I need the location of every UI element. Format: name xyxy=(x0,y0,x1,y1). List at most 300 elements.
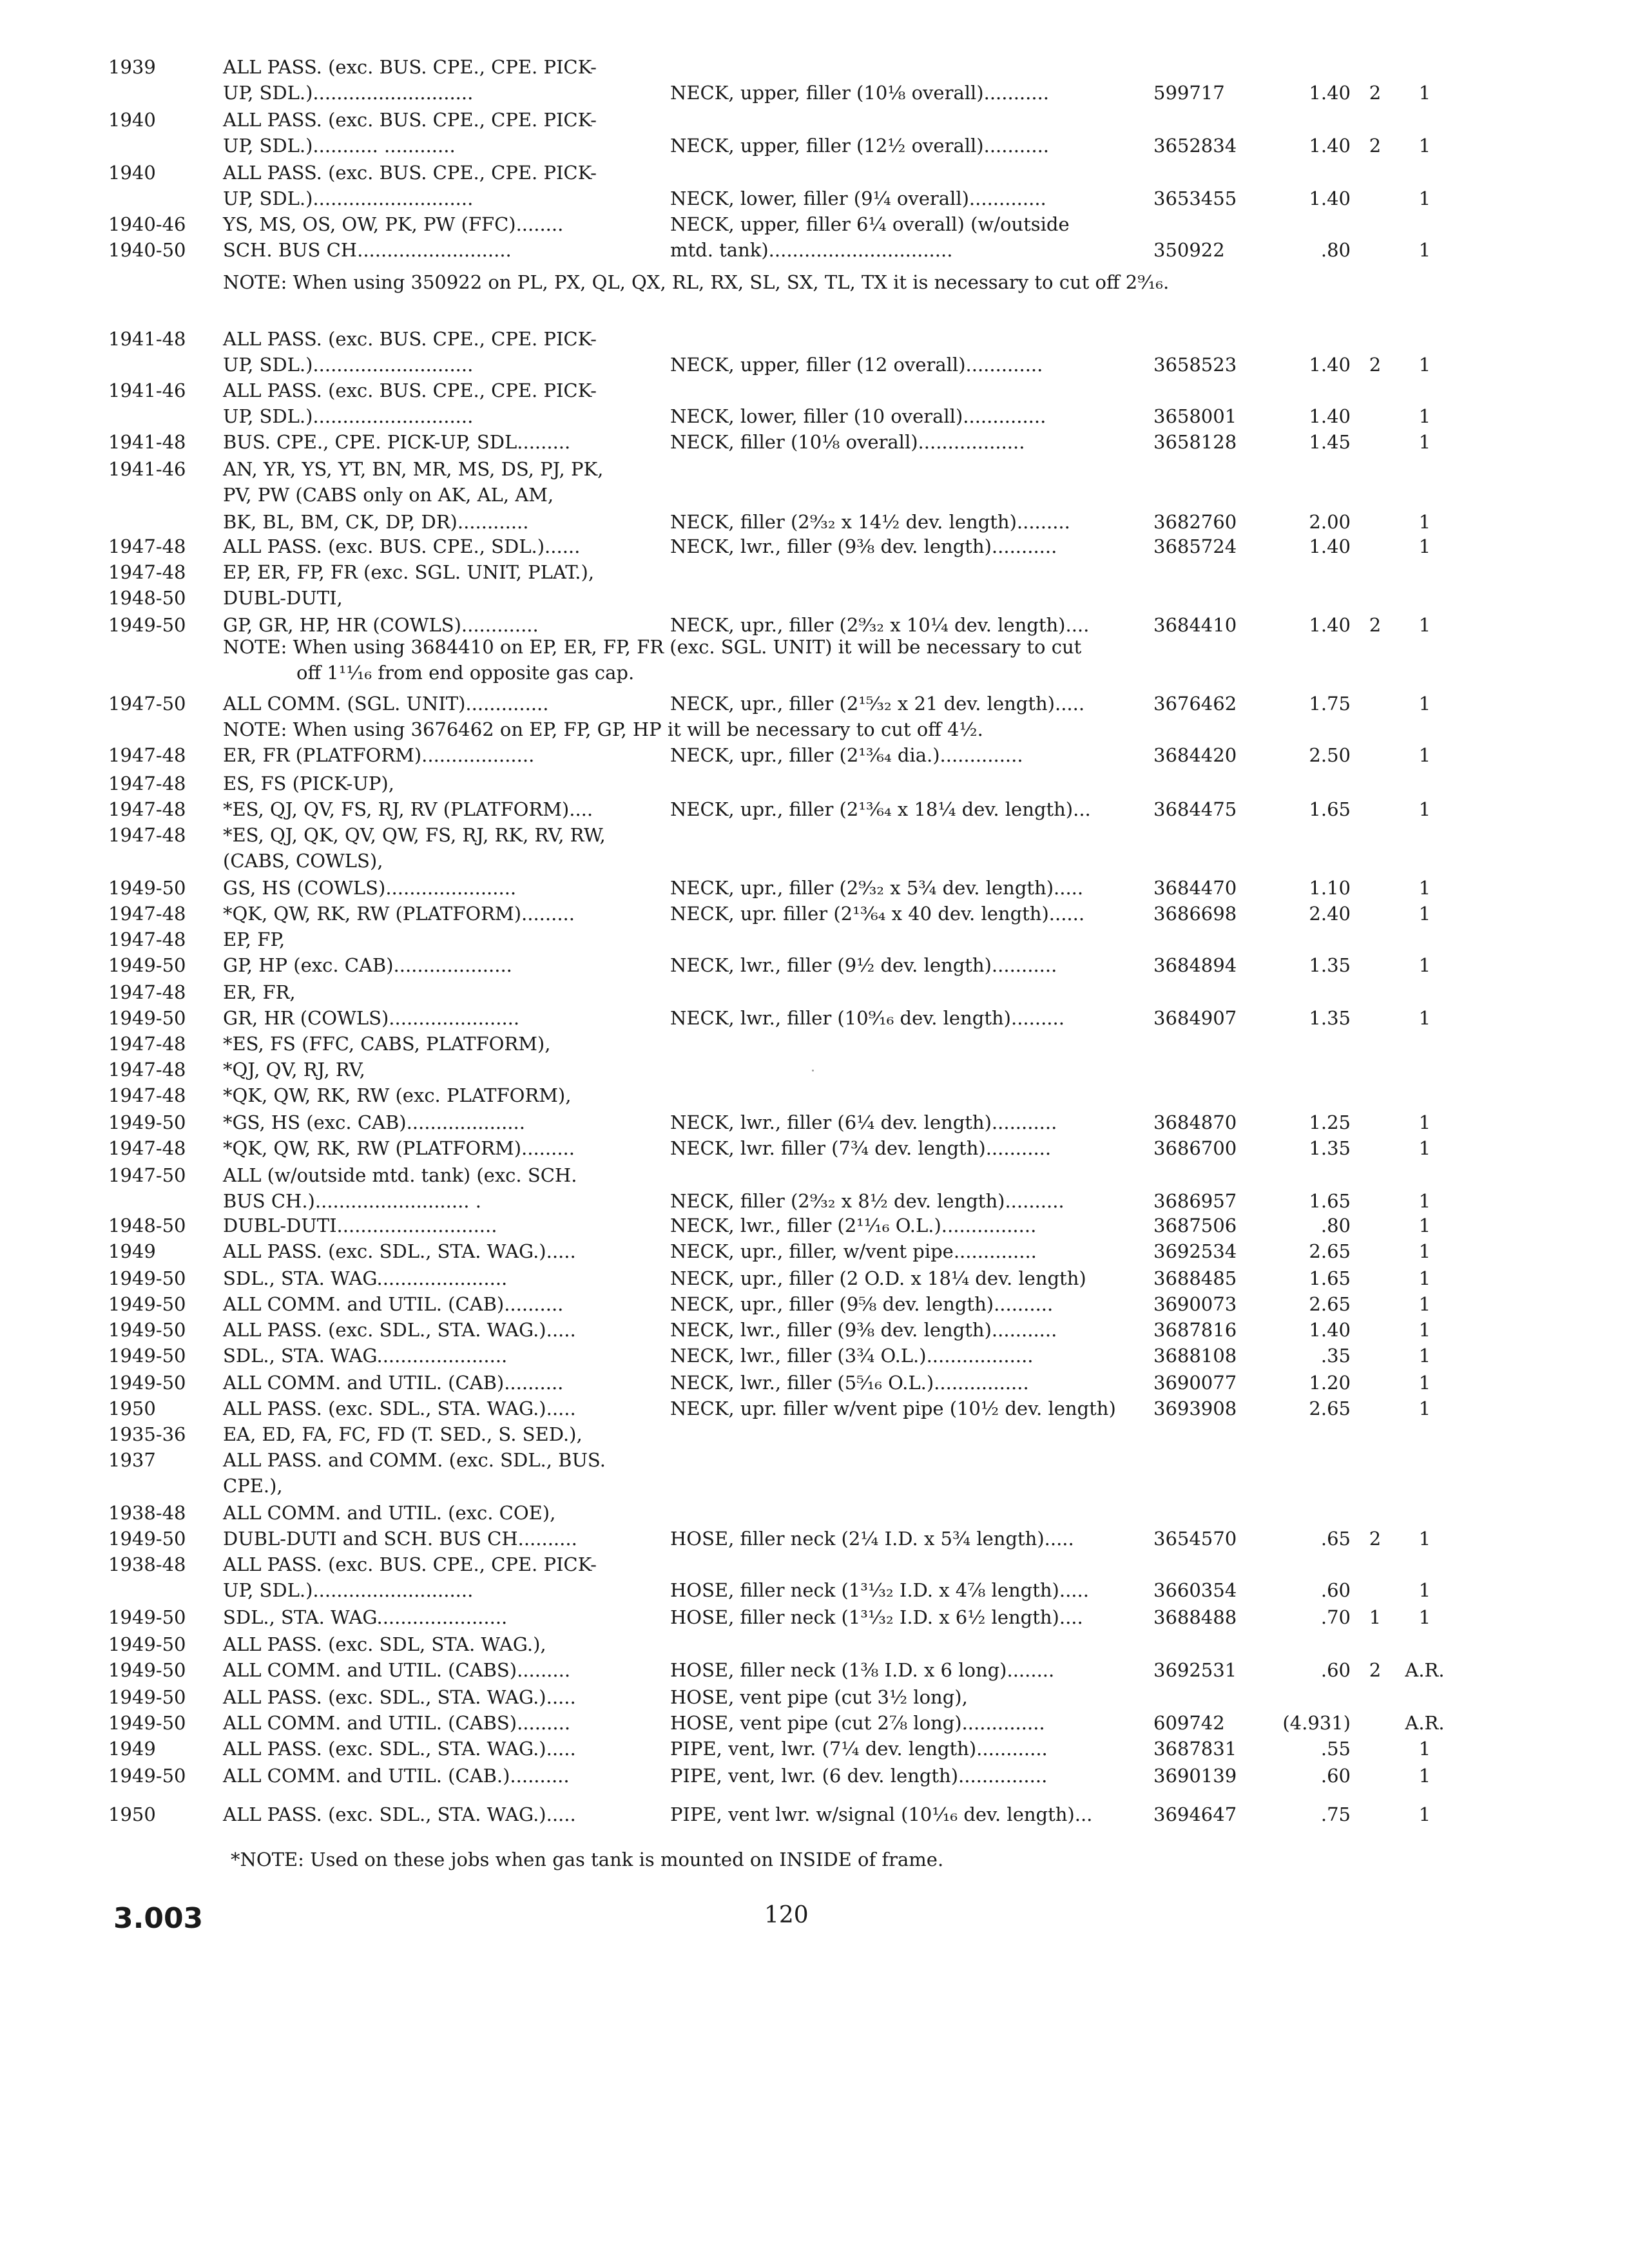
description-cell: PIPE, vent, lwr. (6 dev. length)............... xyxy=(670,1765,1048,1787)
model-cell: GS, HS (COWLS)...................... xyxy=(223,877,517,899)
part-number-cell: 3690077 xyxy=(1153,1372,1237,1394)
parts-row xyxy=(0,1576,1629,1604)
quantity-required-cell: 1 xyxy=(1418,431,1431,453)
model-cell: ALL PASS. (exc. SDL., STA. WAG.)..... xyxy=(223,1738,576,1760)
price-cell: 1.40 xyxy=(1309,135,1351,157)
description-cell: NECK, lwr., filler (6¼ dev. length)........... xyxy=(670,1111,1057,1133)
model-cell: *QK, QW, RK, RW (exc. PLATFORM), xyxy=(223,1084,572,1106)
price-cell: .60 xyxy=(1320,1659,1351,1681)
quantity-required-cell: 1 xyxy=(1418,1111,1431,1133)
description-cell: HOSE, filler neck (2¼ I.D. x 5¾ length)..... xyxy=(670,1528,1074,1550)
year-cell: 1949-50 xyxy=(108,1712,186,1734)
year-cell: 1940-50 xyxy=(108,239,186,261)
year-cell: 1949-50 xyxy=(108,1686,186,1708)
price-cell: 1.20 xyxy=(1309,1372,1351,1394)
year-cell: 1947-48 xyxy=(108,773,186,794)
description-cell: NECK, upr., filler (2⁹⁄₃₂ x 5¾ dev. length)..... xyxy=(670,877,1084,899)
model-cell: ALL COMM. and UTIL. (CABS)......... xyxy=(223,1659,571,1681)
description-cell: NECK, filler (2⁹⁄₃₂ x 14½ dev. length)......... xyxy=(670,511,1070,533)
parts-row xyxy=(0,1211,1629,1240)
description-cell: NECK, upr., filler, w/vent pipe.............. xyxy=(670,1240,1037,1262)
year-cell: 1940-46 xyxy=(108,213,186,235)
quantity-required-cell: 1 xyxy=(1418,1345,1431,1367)
quantity-required-cell: 1 xyxy=(1418,1398,1431,1419)
year-cell: 1947-48 xyxy=(108,928,186,950)
part-number-cell: 599717 xyxy=(1153,82,1225,104)
model-cell: SDL., STA. WAG...................... xyxy=(223,1345,508,1367)
model-cell: ALL PASS. (exc. BUS. CPE., CPE. PICK- xyxy=(223,328,597,350)
page-number: 120 xyxy=(764,1902,809,1928)
quantity-required-cell: 1 xyxy=(1418,1765,1431,1787)
year-cell: 1949-50 xyxy=(108,1007,186,1029)
quantity-per-vehicle-cell: 2 xyxy=(1369,1659,1382,1681)
year-cell: 1947-48 xyxy=(108,1033,186,1055)
year-cell: 1949-50 xyxy=(108,1633,186,1655)
description-cell: HOSE, vent pipe (cut 3½ long), xyxy=(670,1686,968,1708)
model-cell: ALL COMM. (SGL. UNIT).............. xyxy=(223,693,549,715)
part-number-cell: 3684894 xyxy=(1153,954,1237,976)
model-cell: ALL PASS. (exc. SDL., STA. WAG.)..... xyxy=(223,1319,576,1341)
price-cell: 1.65 xyxy=(1309,798,1351,820)
parts-row xyxy=(0,1161,1629,1189)
year-cell: 1935-36 xyxy=(108,1423,186,1445)
price-cell: 1.25 xyxy=(1309,1111,1351,1133)
part-number-cell: 3660354 xyxy=(1153,1579,1237,1601)
note-3684410-line1: NOTE: When using 3684410 on EP, ER, FP, FR (exc. SGL. UNIT) it will be necessary to cut xyxy=(223,636,1082,658)
year-cell: 1938-48 xyxy=(108,1502,186,1524)
year-cell: 1949-50 xyxy=(108,1528,186,1550)
model-cell: ER, FR, xyxy=(223,981,296,1003)
price-cell: 1.40 xyxy=(1309,187,1351,209)
model-cell: UP, SDL.)........................... xyxy=(223,187,474,209)
year-cell: 1948-50 xyxy=(108,587,186,609)
quantity-required-cell: 1 xyxy=(1418,744,1431,766)
description-cell: NECK, upr., filler (2¹³⁄₆₄ x 18¼ dev. length)... xyxy=(670,798,1091,820)
part-number-cell: 3687831 xyxy=(1153,1738,1237,1760)
price-cell: 2.50 xyxy=(1309,744,1351,766)
model-cell: ALL PASS. (exc. SDL, STA. WAG.), xyxy=(223,1633,546,1655)
parts-row xyxy=(0,1030,1629,1058)
scan-speck xyxy=(812,1070,814,1072)
parts-row xyxy=(0,821,1629,849)
year-cell: 1948-50 xyxy=(108,1215,186,1236)
year-cell: 1941-46 xyxy=(108,380,186,401)
part-number-cell: 3684470 xyxy=(1153,877,1237,899)
model-cell: UP, SDL.)........... ............ xyxy=(223,135,456,157)
quantity-required-cell: 1 xyxy=(1418,354,1431,376)
quantity-required-cell: 1 xyxy=(1418,1215,1431,1236)
parts-row xyxy=(0,1420,1629,1448)
model-cell: *ES, QJ, QK, QV, QW, FS, RJ, RK, RV, RW, xyxy=(223,824,606,846)
price-cell: 1.65 xyxy=(1309,1190,1351,1212)
part-number-cell: 3654570 xyxy=(1153,1528,1237,1550)
year-cell: 1949-50 xyxy=(108,1372,186,1394)
model-cell: *QK, QW, RK, RW (PLATFORM)......... xyxy=(223,1137,575,1159)
parts-row xyxy=(0,1316,1629,1344)
parts-row xyxy=(0,210,1629,238)
model-cell: ALL COMM. and UTIL. (CAB.).......... xyxy=(223,1765,570,1787)
model-cell: ES, FS (PICK-UP), xyxy=(223,773,394,794)
model-cell: *QJ, QV, RJ, RV, xyxy=(223,1059,365,1081)
note-3684410-line2: off 1¹¹⁄₁₆ from end opposite gas cap. xyxy=(296,662,635,684)
model-cell: *ES, FS (FFC, CABS, PLATFORM), xyxy=(223,1033,551,1055)
parts-row xyxy=(0,1709,1629,1737)
price-cell: 1.40 xyxy=(1309,535,1351,557)
parts-row xyxy=(0,1762,1629,1790)
part-number-cell: 609742 xyxy=(1153,1712,1225,1734)
part-number-cell: 3690073 xyxy=(1153,1293,1237,1315)
model-cell: ALL PASS. (exc. BUS. CPE., CPE. PICK- xyxy=(223,162,597,184)
quantity-required-cell: 1 xyxy=(1418,903,1431,925)
quantity-required-cell: 1 xyxy=(1418,1293,1431,1315)
model-cell: ALL PASS. (exc. SDL., STA. WAG.)..... xyxy=(223,1240,576,1262)
parts-row xyxy=(0,1264,1629,1293)
part-number-cell: 3684907 xyxy=(1153,1007,1237,1029)
model-cell: ALL PASS. (exc. SDL., STA. WAG.)..... xyxy=(223,1803,576,1825)
quantity-required-cell: 1 xyxy=(1418,1528,1431,1550)
year-cell: 1947-50 xyxy=(108,693,186,715)
year-cell: 1947-48 xyxy=(108,824,186,846)
parts-row xyxy=(0,131,1629,160)
price-cell: .80 xyxy=(1320,239,1351,261)
description-cell: NECK, lwr., filler (9⅜ dev. length)........... xyxy=(670,1319,1057,1341)
model-cell: ALL PASS. (exc. BUS. CPE., CPE. PICK- xyxy=(223,109,597,131)
model-cell: PV, PW (CABS only on AK, AL, AM, xyxy=(223,484,554,506)
price-cell: 2.00 xyxy=(1309,511,1351,533)
quantity-required-cell: 1 xyxy=(1418,1606,1431,1628)
part-number-cell: 3676462 xyxy=(1153,693,1237,715)
parts-row xyxy=(0,1735,1629,1763)
parts-row xyxy=(0,402,1629,430)
year-cell: 1947-48 xyxy=(108,1137,186,1159)
parts-row xyxy=(0,689,1629,718)
model-cell: DUBL-DUTI and SCH. BUS CH.......... xyxy=(223,1528,577,1550)
year-cell: 1947-48 xyxy=(108,981,186,1003)
description-cell: NECK, upper, filler (10⅛ overall)........... xyxy=(670,82,1050,104)
description-cell: NECK, lwr., filler (9⅜ dev. length)........... xyxy=(670,535,1057,557)
parts-row xyxy=(0,1081,1629,1110)
parts-row xyxy=(0,899,1629,928)
quantity-required-cell: 1 xyxy=(1418,135,1431,157)
year-cell: 1949-50 xyxy=(108,1111,186,1133)
model-cell: SCH. BUS CH.......................... xyxy=(223,239,512,261)
description-cell: NECK, upr., filler (2 O.D. x 18¼ dev. length) xyxy=(670,1267,1086,1289)
part-number-cell: 3652834 xyxy=(1153,135,1237,157)
model-cell: SDL., STA. WAG...................... xyxy=(223,1606,508,1628)
model-cell: ALL PASS. (exc. BUS. CPE., CPE. PICK- xyxy=(223,380,597,401)
parts-row xyxy=(0,1499,1629,1527)
parts-row xyxy=(0,1800,1629,1829)
model-cell: ALL COMM. and UTIL. (CAB).......... xyxy=(223,1293,564,1315)
parts-row xyxy=(0,847,1629,875)
quantity-required-cell: A.R. xyxy=(1405,1659,1445,1681)
parts-row xyxy=(0,159,1629,187)
quantity-required-cell: 1 xyxy=(1418,798,1431,820)
quantity-per-vehicle-cell: 2 xyxy=(1369,614,1382,636)
price-cell: .60 xyxy=(1320,1765,1351,1787)
part-number-cell: 3658523 xyxy=(1153,354,1237,376)
quantity-required-cell: 1 xyxy=(1418,511,1431,533)
quantity-required-cell: 1 xyxy=(1418,1579,1431,1601)
price-cell: 1.40 xyxy=(1309,614,1351,636)
model-cell: ALL COMM. and UTIL. (CABS)......... xyxy=(223,1712,571,1734)
year-cell: 1949-50 xyxy=(108,1319,186,1341)
price-cell: .65 xyxy=(1320,1528,1351,1550)
parts-row xyxy=(0,1524,1629,1553)
model-cell: ALL PASS. (exc. SDL., STA. WAG.)..... xyxy=(223,1398,576,1419)
price-cell: .35 xyxy=(1320,1345,1351,1367)
quantity-required-cell: 1 xyxy=(1418,1240,1431,1262)
quantity-required-cell: 1 xyxy=(1418,614,1431,636)
part-number-cell: 3658128 xyxy=(1153,431,1237,453)
note-inside-frame: *NOTE: Used on these jobs when gas tank is mounted on INSIDE of frame. xyxy=(231,1849,944,1870)
year-cell: 1947-48 xyxy=(108,798,186,820)
price-cell: .70 xyxy=(1320,1606,1351,1628)
model-cell: ALL (w/outside mtd. tank) (exc. SCH. xyxy=(223,1164,577,1186)
model-cell: ALL PASS. (exc. SDL., STA. WAG.)..... xyxy=(223,1686,576,1708)
parts-row xyxy=(0,376,1629,405)
model-cell: GP, GR, HP, HR (COWLS)............. xyxy=(223,614,539,636)
description-cell: NECK, upr., filler (2¹⁵⁄₃₂ x 21 dev. length)..... xyxy=(670,693,1085,715)
year-cell: 1947-48 xyxy=(108,535,186,557)
parts-row xyxy=(0,325,1629,353)
model-cell: ALL COMM. and UTIL. (CAB).......... xyxy=(223,1372,564,1394)
price-cell: .75 xyxy=(1320,1803,1351,1825)
model-cell: ALL COMM. and UTIL. (exc. COE), xyxy=(223,1502,556,1524)
description-cell: NECK, filler (10⅛ overall).................. xyxy=(670,431,1025,453)
parts-row xyxy=(0,951,1629,979)
quantity-required-cell: 1 xyxy=(1418,1007,1431,1029)
part-number-cell: 3687816 xyxy=(1153,1319,1237,1341)
parts-row xyxy=(0,1237,1629,1265)
parts-row xyxy=(0,236,1629,264)
year-cell: 1947-48 xyxy=(108,1059,186,1081)
price-cell: 2.65 xyxy=(1309,1398,1351,1419)
year-cell: 1949-50 xyxy=(108,1267,186,1289)
year-cell: 1947-48 xyxy=(108,744,186,766)
parts-row xyxy=(0,79,1629,107)
part-number-cell: 3684420 xyxy=(1153,744,1237,766)
quantity-required-cell: 1 xyxy=(1418,1803,1431,1825)
year-cell: 1949-50 xyxy=(108,1345,186,1367)
parts-row xyxy=(0,1108,1629,1137)
parts-row xyxy=(0,741,1629,769)
quantity-required-cell: 1 xyxy=(1418,535,1431,557)
model-cell: EP, FP, xyxy=(223,928,285,950)
parts-row xyxy=(0,1004,1629,1032)
quantity-required-cell: 1 xyxy=(1418,1267,1431,1289)
quantity-required-cell: 1 xyxy=(1418,1738,1431,1760)
quantity-required-cell: A.R. xyxy=(1405,1712,1445,1734)
parts-row xyxy=(0,1603,1629,1631)
part-number-cell: 350922 xyxy=(1153,239,1225,261)
quantity-per-vehicle-cell: 1 xyxy=(1369,1606,1382,1628)
description-cell: NECK, lwr., filler (5⁵⁄₁₆ O.L.)................ xyxy=(670,1372,1029,1394)
year-cell: 1949 xyxy=(108,1240,156,1262)
year-cell: 1937 xyxy=(108,1449,156,1471)
description-cell: NECK, upr., filler (2⁹⁄₃₂ x 10¼ dev. length).... xyxy=(670,614,1090,636)
model-cell: EP, ER, FP, FR (exc. SGL. UNIT, PLAT.), xyxy=(223,561,595,583)
model-cell: BUS CH.).......................... . xyxy=(223,1190,481,1212)
year-cell: 1949-50 xyxy=(108,1293,186,1315)
quantity-required-cell: 1 xyxy=(1418,187,1431,209)
price-cell: 1.65 xyxy=(1309,1267,1351,1289)
model-cell: *QK, QW, RK, RW (PLATFORM)......... xyxy=(223,903,575,925)
part-number-cell: 3682760 xyxy=(1153,511,1237,533)
price-cell: .60 xyxy=(1320,1579,1351,1601)
model-cell: UP, SDL.)........................... xyxy=(223,1579,474,1601)
parts-row xyxy=(0,1683,1629,1711)
parts-row xyxy=(0,351,1629,379)
parts-row xyxy=(0,978,1629,1006)
description-cell: NECK, lwr. filler (7¾ dev. length)........... xyxy=(670,1137,1052,1159)
year-cell: 1950 xyxy=(108,1803,156,1825)
description-cell: NECK, lwr., filler (9½ dev. length)........... xyxy=(670,954,1057,976)
model-cell: UP, SDL.)........................... xyxy=(223,354,474,376)
model-cell: ALL PASS. (exc. BUS. CPE., CPE. PICK- xyxy=(223,56,597,78)
year-cell: 1947-48 xyxy=(108,1084,186,1106)
quantity-required-cell: 1 xyxy=(1418,239,1431,261)
year-cell: 1949-50 xyxy=(108,614,186,636)
year-cell: 1941-48 xyxy=(108,328,186,350)
part-number-cell: 3690139 xyxy=(1153,1765,1237,1787)
parts-row xyxy=(0,795,1629,823)
model-cell: AN, YR, YS, YT, BN, MR, MS, DS, PJ, PK, xyxy=(223,458,604,480)
parts-row xyxy=(0,1394,1629,1423)
description-cell: NECK, lower, filler (9¼ overall)............. xyxy=(670,187,1046,209)
model-cell: DUBL-DUTI........................... xyxy=(223,1215,497,1236)
description-cell: HOSE, vent pipe (cut 2⅞ long).............. xyxy=(670,1712,1045,1734)
price-cell: 2.40 xyxy=(1309,903,1351,925)
description-cell: NECK, lwr., filler (2¹¹⁄₁₆ O.L.)................ xyxy=(670,1215,1037,1236)
parts-row xyxy=(0,455,1629,483)
price-cell: 1.40 xyxy=(1309,405,1351,427)
model-cell: SDL., STA. WAG...................... xyxy=(223,1267,508,1289)
model-cell: YS, MS, OS, OW, PK, PW (FFC)........ xyxy=(223,213,564,235)
part-number-cell: 3684410 xyxy=(1153,614,1237,636)
description-cell: HOSE, filler neck (1³¹⁄₃₂ I.D. x 4⅞ length)..... xyxy=(670,1579,1089,1601)
section-number: 3.003 xyxy=(113,1902,204,1935)
year-cell: 1949-50 xyxy=(108,954,186,976)
description-cell: PIPE, vent lwr. w/signal (10¹⁄₁₆ dev. length)... xyxy=(670,1803,1093,1825)
year-cell: 1949-50 xyxy=(108,877,186,899)
year-cell: 1940 xyxy=(108,109,156,131)
quantity-per-vehicle-cell: 2 xyxy=(1369,1528,1382,1550)
part-number-cell: 3684475 xyxy=(1153,798,1237,820)
parts-row xyxy=(0,1550,1629,1579)
year-cell: 1947-50 xyxy=(108,1164,186,1186)
part-number-cell: 3686698 xyxy=(1153,903,1237,925)
quantity-required-cell: 1 xyxy=(1418,1372,1431,1394)
parts-row xyxy=(0,481,1629,509)
price-cell: 1.35 xyxy=(1309,1007,1351,1029)
part-number-cell: 3693908 xyxy=(1153,1398,1237,1419)
description-cell: mtd. tank)............................... xyxy=(670,239,953,261)
parts-row xyxy=(0,1341,1629,1370)
price-cell: 2.65 xyxy=(1309,1293,1351,1315)
description-cell: NECK, lower, filler (10 overall).............. xyxy=(670,405,1046,427)
price-cell: 1.45 xyxy=(1309,431,1351,453)
part-number-cell: 3686957 xyxy=(1153,1190,1237,1212)
parts-row xyxy=(0,1134,1629,1162)
description-cell: HOSE, filler neck (1³¹⁄₃₂ I.D. x 6½ length).... xyxy=(670,1606,1083,1628)
model-cell: GP, HP (exc. CAB).................... xyxy=(223,954,512,976)
description-cell: HOSE, filler neck (1⅜ I.D. x 6 long)........ xyxy=(670,1659,1055,1681)
year-cell: 1938-48 xyxy=(108,1553,186,1575)
note-350922: NOTE: When using 350922 on PL, PX, QL, QX, RL, RX, SL, SX, TL, TX it is necessary to cut off 2⁹⁄₁₆. xyxy=(223,271,1170,293)
part-number-cell: 3694647 xyxy=(1153,1803,1237,1825)
year-cell: 1941-48 xyxy=(108,431,186,453)
year-cell: 1950 xyxy=(108,1398,156,1419)
year-cell: 1949 xyxy=(108,1738,156,1760)
model-cell: *ES, QJ, QV, FS, RJ, RV (PLATFORM).... xyxy=(223,798,593,820)
parts-row xyxy=(0,874,1629,902)
price-cell: 1.10 xyxy=(1309,877,1351,899)
year-cell: 1949-50 xyxy=(108,1765,186,1787)
parts-row xyxy=(0,1656,1629,1684)
description-cell: NECK, upper, filler 6¼ overall) (w/outside xyxy=(670,213,1070,235)
description-cell: NECK, upper, filler (12 overall)............. xyxy=(670,354,1043,376)
part-number-cell: 3688485 xyxy=(1153,1267,1237,1289)
model-cell: BK, BL, BM, CK, DP, DR)............ xyxy=(223,511,529,533)
parts-row xyxy=(0,925,1629,954)
model-cell: GR, HR (COWLS)...................... xyxy=(223,1007,520,1029)
year-cell: 1939 xyxy=(108,56,156,78)
year-cell: 1949-50 xyxy=(108,1606,186,1628)
model-cell: UP, SDL.)........................... xyxy=(223,82,474,104)
part-number-cell: 3658001 xyxy=(1153,405,1237,427)
description-cell: NECK, upr., filler (9⅝ dev. length).......... xyxy=(670,1293,1054,1315)
quantity-required-cell: 1 xyxy=(1418,1190,1431,1212)
part-number-cell: 3653455 xyxy=(1153,187,1237,209)
quantity-required-cell: 1 xyxy=(1418,1137,1431,1159)
parts-row xyxy=(0,1369,1629,1397)
model-cell: ALL PASS. (exc. BUS. CPE., CPE. PICK- xyxy=(223,1553,597,1575)
part-number-cell: 3685724 xyxy=(1153,535,1237,557)
description-cell: NECK, upr., filler (2¹³⁄₆₄ dia.).............. xyxy=(670,744,1023,766)
price-cell: 1.75 xyxy=(1309,693,1351,715)
quantity-per-vehicle-cell: 2 xyxy=(1369,354,1382,376)
part-number-cell: 3688488 xyxy=(1153,1606,1237,1628)
quantity-required-cell: 1 xyxy=(1418,877,1431,899)
model-cell: ER, FR (PLATFORM)................... xyxy=(223,744,535,766)
parts-row xyxy=(0,53,1629,81)
price-cell: 1.40 xyxy=(1309,1319,1351,1341)
part-number-cell: 3686700 xyxy=(1153,1137,1237,1159)
description-cell: NECK, upr. filler w/vent pipe (10½ dev. length) xyxy=(670,1398,1116,1419)
price-cell: (4.931) xyxy=(1282,1712,1351,1734)
price-cell: .55 xyxy=(1320,1738,1351,1760)
part-number-cell: 3692534 xyxy=(1153,1240,1237,1262)
parts-row xyxy=(0,106,1629,134)
price-cell: .80 xyxy=(1320,1215,1351,1236)
model-cell: ALL PASS. (exc. BUS. CPE., SDL.)...... xyxy=(223,535,581,557)
year-cell: 1949-50 xyxy=(108,1659,186,1681)
model-cell: EA, ED, FA, FC, FD (T. SED., S. SED.), xyxy=(223,1423,583,1445)
model-cell: *GS, HS (exc. CAB).................... xyxy=(223,1111,525,1133)
parts-row xyxy=(0,584,1629,612)
description-cell: NECK, lwr., filler (10⁹⁄₁₆ dev. length)......... xyxy=(670,1007,1065,1029)
model-cell: UP, SDL.)........................... xyxy=(223,405,474,427)
part-number-cell: 3684870 xyxy=(1153,1111,1237,1133)
description-cell: NECK, lwr., filler (3¾ O.L.).................. xyxy=(670,1345,1034,1367)
parts-row xyxy=(0,428,1629,456)
year-cell: 1947-48 xyxy=(108,561,186,583)
model-cell: ALL PASS. and COMM. (exc. SDL., BUS. xyxy=(223,1449,606,1471)
year-cell: 1941-46 xyxy=(108,458,186,480)
model-cell: DUBL-DUTI, xyxy=(223,587,343,609)
part-number-cell: 3688108 xyxy=(1153,1345,1237,1367)
